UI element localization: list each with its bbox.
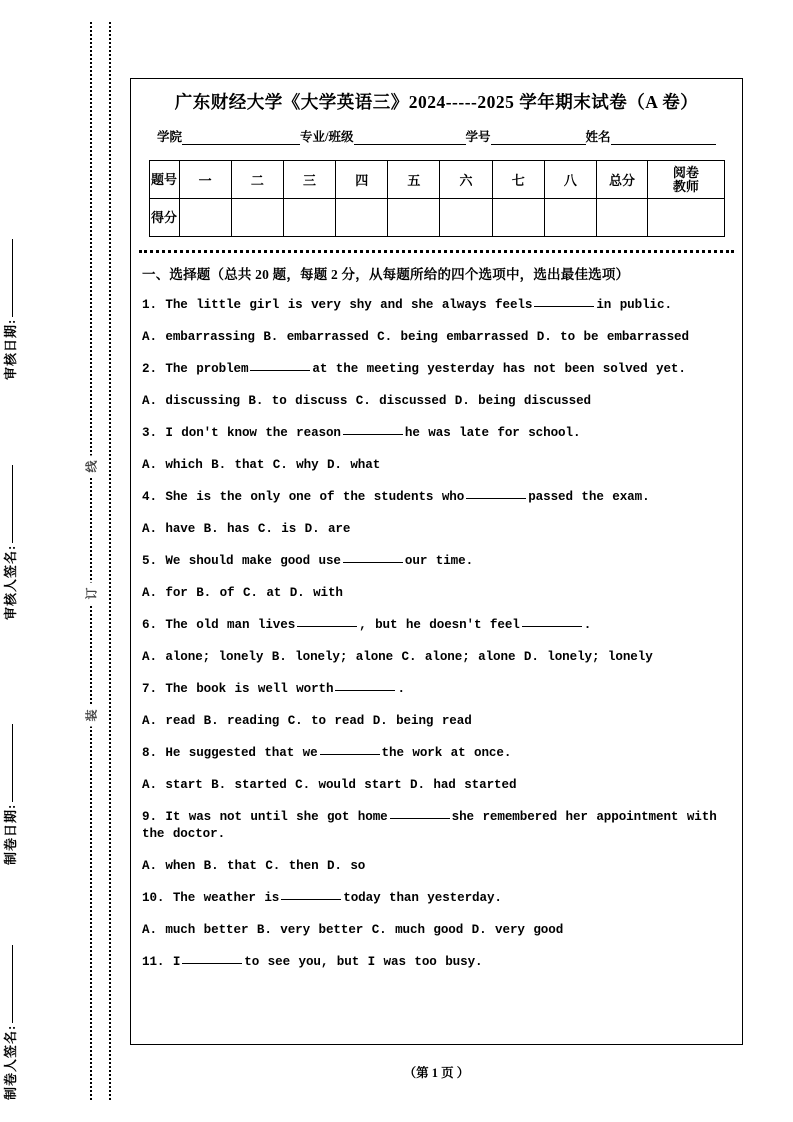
score-table-col-2: 二 bbox=[231, 161, 283, 199]
answer-blank-3[interactable] bbox=[343, 434, 403, 435]
question-stem-8-pre: 8. He suggested that we bbox=[142, 746, 318, 760]
margin-label-review-date-text: 审核日期: bbox=[3, 318, 18, 380]
student-info-row bbox=[157, 127, 724, 145]
question-stem-7-post: . bbox=[397, 682, 405, 696]
answer-blank-7[interactable] bbox=[335, 690, 395, 691]
question-stem-10-pre: 10. The weather is bbox=[142, 891, 280, 905]
page-footer bbox=[130, 1063, 743, 1081]
question-stem-6-post: . bbox=[583, 618, 592, 632]
question-stem-3-pre: 3. I don't know the reason bbox=[142, 426, 341, 440]
question-stem-5 bbox=[142, 553, 730, 570]
answer-blank-9[interactable] bbox=[390, 818, 450, 819]
question-stem-9-post: she remembered her appointment with the doctor. bbox=[142, 810, 717, 841]
question-stem-6 bbox=[142, 617, 730, 634]
field-college-label: 学院 bbox=[157, 130, 183, 144]
score-table-col-total: 总分 bbox=[596, 161, 647, 199]
question-stem-2-pre: 2. The problem bbox=[142, 362, 249, 376]
score-cell-7[interactable] bbox=[492, 199, 544, 237]
question-stem-10-post: today than yesterday. bbox=[343, 891, 502, 905]
question-stem-4-post: passed the exam. bbox=[528, 490, 650, 504]
answer-blank-2[interactable] bbox=[250, 370, 310, 371]
margin-label-printer-signature-text: 制卷人签名: bbox=[3, 1024, 18, 1100]
page-title: 广东财经大学《大学英语三》2024-----2025 学年期末试卷（A 卷） bbox=[174, 92, 699, 112]
score-cell-grading-teacher[interactable] bbox=[648, 199, 724, 237]
field-name-input[interactable] bbox=[611, 131, 716, 145]
margin-label-printer-signature bbox=[0, 860, 19, 1100]
score-cell-5[interactable] bbox=[388, 199, 440, 237]
fold-mark-bind: 订 bbox=[80, 583, 103, 605]
margin-blank-reviewer-signature bbox=[12, 465, 13, 543]
question-options-5[interactable]: A. for B. of C. at D. with bbox=[142, 586, 343, 600]
question-stem-1-post: in public. bbox=[596, 298, 672, 312]
question-options-2[interactable]: A. discussing B. to discuss C. discussed D. being discussed bbox=[142, 394, 591, 408]
question-stem-6-mid: , but he doesn't feel bbox=[359, 618, 520, 632]
question-stem-9 bbox=[142, 809, 730, 843]
question-stem-10 bbox=[142, 890, 730, 907]
binding-margin bbox=[0, 0, 130, 1122]
margin-label-review-date bbox=[0, 140, 19, 380]
answer-blank-1[interactable] bbox=[534, 306, 594, 307]
section-heading: 一、选择题（总共 20 题，每题 2 分，从每题所给的四个选项中，选出最佳选项） bbox=[142, 267, 630, 282]
field-student-id-label: 学号 bbox=[465, 130, 491, 144]
field-name-label: 姓名 bbox=[585, 130, 611, 144]
question-stem-11 bbox=[142, 954, 730, 971]
question-options-8[interactable]: A. start B. started C. would start D. had started bbox=[142, 778, 517, 792]
question-stem-9-pre: 9. It was not until she got home bbox=[142, 810, 388, 824]
question-options-6[interactable]: A. alone; lonely B. lonely; alone C. alone; alone D. lonely; lonely bbox=[142, 650, 653, 664]
margin-label-print-date bbox=[0, 625, 19, 865]
score-cell-1[interactable] bbox=[179, 199, 231, 237]
score-cell-8[interactable] bbox=[544, 199, 596, 237]
margin-blank-review-date bbox=[12, 239, 13, 317]
margin-label-reviewer-signature bbox=[0, 380, 19, 620]
question-options-7[interactable]: A. read B. reading C. to read D. being read bbox=[142, 714, 472, 728]
question-stem-11-post: to see you, but I was too busy. bbox=[244, 955, 483, 969]
question-options-4[interactable]: A. have B. has C. is D. are bbox=[142, 522, 351, 536]
fold-mark-assemble: 装 bbox=[80, 705, 103, 727]
question-options-3[interactable]: A. which B. that C. why D. what bbox=[142, 458, 381, 472]
score-table-row-label-question-text: 题号 bbox=[151, 171, 178, 187]
binding-dotted-rule-inner bbox=[90, 22, 92, 1100]
question-stem-2-post: at the meeting yesterday has not been solved yet. bbox=[312, 362, 686, 376]
score-cell-4[interactable] bbox=[336, 199, 388, 237]
answer-blank-8[interactable] bbox=[320, 754, 380, 755]
score-cell-2[interactable] bbox=[231, 199, 283, 237]
section-separator bbox=[139, 250, 734, 253]
question-stem-5-post: our time. bbox=[404, 554, 474, 568]
score-table-col-3: 三 bbox=[283, 161, 335, 199]
answer-blank-5[interactable] bbox=[343, 562, 403, 563]
score-table-header-row bbox=[149, 161, 724, 199]
score-cell-6[interactable] bbox=[440, 199, 492, 237]
question-area bbox=[142, 263, 730, 971]
field-name bbox=[586, 127, 716, 145]
field-student-id-input[interactable] bbox=[491, 131, 586, 145]
field-college bbox=[157, 127, 300, 145]
question-stem-2 bbox=[142, 361, 730, 378]
score-table-col-5: 五 bbox=[388, 161, 440, 199]
score-table-row-label-score-text: 得分 bbox=[151, 209, 178, 225]
score-table-col-8: 八 bbox=[544, 161, 596, 199]
question-stem-1-pre: 1. The little girl is very shy and she always feels bbox=[142, 298, 533, 312]
answer-blank-6b[interactable] bbox=[522, 626, 582, 627]
score-table-score-row bbox=[149, 199, 724, 237]
score-table-col-4: 四 bbox=[336, 161, 388, 199]
field-college-input[interactable] bbox=[182, 131, 300, 145]
margin-label-reviewer-signature-text: 审核人签名: bbox=[3, 544, 18, 620]
margin-label-print-date-text: 制卷日期: bbox=[3, 803, 18, 865]
question-stem-6-pre: 6. The old man lives bbox=[142, 618, 296, 632]
question-stem-11-pre: 11. I bbox=[142, 955, 181, 969]
score-table bbox=[149, 160, 725, 237]
field-major-class-label: 专业/班级 bbox=[300, 130, 354, 144]
score-cell-total[interactable] bbox=[596, 199, 647, 237]
exam-paper-sheet bbox=[130, 78, 743, 1045]
score-table-col-6: 六 bbox=[440, 161, 492, 199]
question-stem-1 bbox=[142, 297, 730, 314]
question-stem-7-pre: 7. The book is well worth bbox=[142, 682, 334, 696]
field-major-class-input[interactable] bbox=[354, 131, 466, 145]
field-major-class bbox=[300, 127, 465, 145]
score-table-row-label-question bbox=[149, 161, 179, 199]
question-stem-4-pre: 4. She is the only one of the students who bbox=[142, 490, 465, 504]
binding-dotted-rule-outer bbox=[109, 22, 111, 1100]
answer-blank-4[interactable] bbox=[466, 498, 526, 499]
question-stem-3 bbox=[142, 425, 730, 442]
question-stem-8 bbox=[142, 745, 730, 762]
margin-blank-printer-signature bbox=[12, 945, 13, 1023]
field-student-id bbox=[466, 127, 586, 145]
question-stem-5-pre: 5. We should make good use bbox=[142, 554, 341, 568]
fold-mark-line: 线 bbox=[80, 456, 103, 478]
question-stem-3-post: he was late for school. bbox=[404, 426, 581, 440]
page-number-label: （第 1 页 ） bbox=[403, 1066, 470, 1080]
question-options-1[interactable]: A. embarrassing B. embarrassed C. being embarrassed D. to be embarrassed bbox=[142, 330, 689, 344]
score-cell-3[interactable] bbox=[283, 199, 335, 237]
question-stem-7 bbox=[142, 681, 730, 698]
score-table-col-7: 七 bbox=[492, 161, 544, 199]
answer-blank-10[interactable] bbox=[281, 899, 341, 900]
score-table-row-label-score bbox=[149, 199, 179, 237]
margin-blank-print-date bbox=[12, 724, 13, 802]
grading-teacher-line-1: 阅卷 bbox=[672, 164, 699, 180]
score-table-col-grading-teacher bbox=[648, 161, 724, 199]
question-stem-8-post: the work at once. bbox=[381, 746, 512, 760]
grading-teacher-line-2: 教师 bbox=[672, 178, 699, 194]
answer-blank-11[interactable] bbox=[182, 963, 242, 964]
answer-blank-6a[interactable] bbox=[297, 626, 357, 627]
question-options-10[interactable]: A. much better B. very better C. much good D. very good bbox=[142, 923, 564, 937]
question-stem-4 bbox=[142, 489, 730, 506]
score-table-col-1: 一 bbox=[179, 161, 231, 199]
question-options-9[interactable]: A. when B. that C. then D. so bbox=[142, 859, 366, 873]
